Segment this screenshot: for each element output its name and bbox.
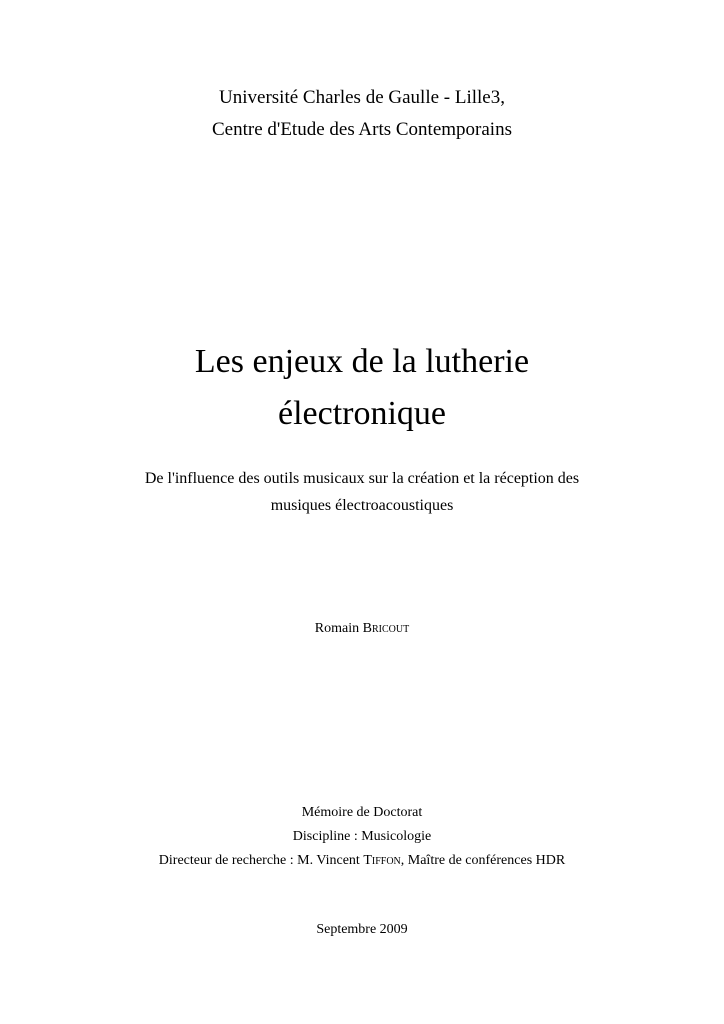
author-name	[0, 621, 724, 637]
author-first-name: Romain	[314, 621, 360, 636]
institution-university: Université Charles de Gaulle - Lille3,	[219, 87, 505, 108]
institution-centre: Centre d'Etude des Arts Contemporains	[212, 119, 512, 140]
director-last-name: Tiffon	[363, 853, 401, 868]
document-title-line-1: Les enjeux de la lutherie	[194, 343, 530, 380]
document-date: Septembre 2009	[316, 922, 408, 937]
degree-type: Mémoire de Doctorat	[301, 805, 423, 820]
document-subtitle-line-2: musiques électroacoustiques	[270, 497, 454, 514]
author-last-name: Bricout	[362, 621, 410, 636]
discipline: Discipline : Musicologie	[292, 829, 432, 844]
document-title-line-2: électronique	[277, 395, 447, 432]
document-subtitle-line-1: De l'influence des outils musicaux sur la création et la réception des	[144, 470, 580, 487]
director-title: , Maître de conférences HDR	[400, 853, 566, 868]
research-director	[0, 853, 724, 869]
director-prefix: Directeur de recherche : M. Vincent	[158, 853, 360, 868]
